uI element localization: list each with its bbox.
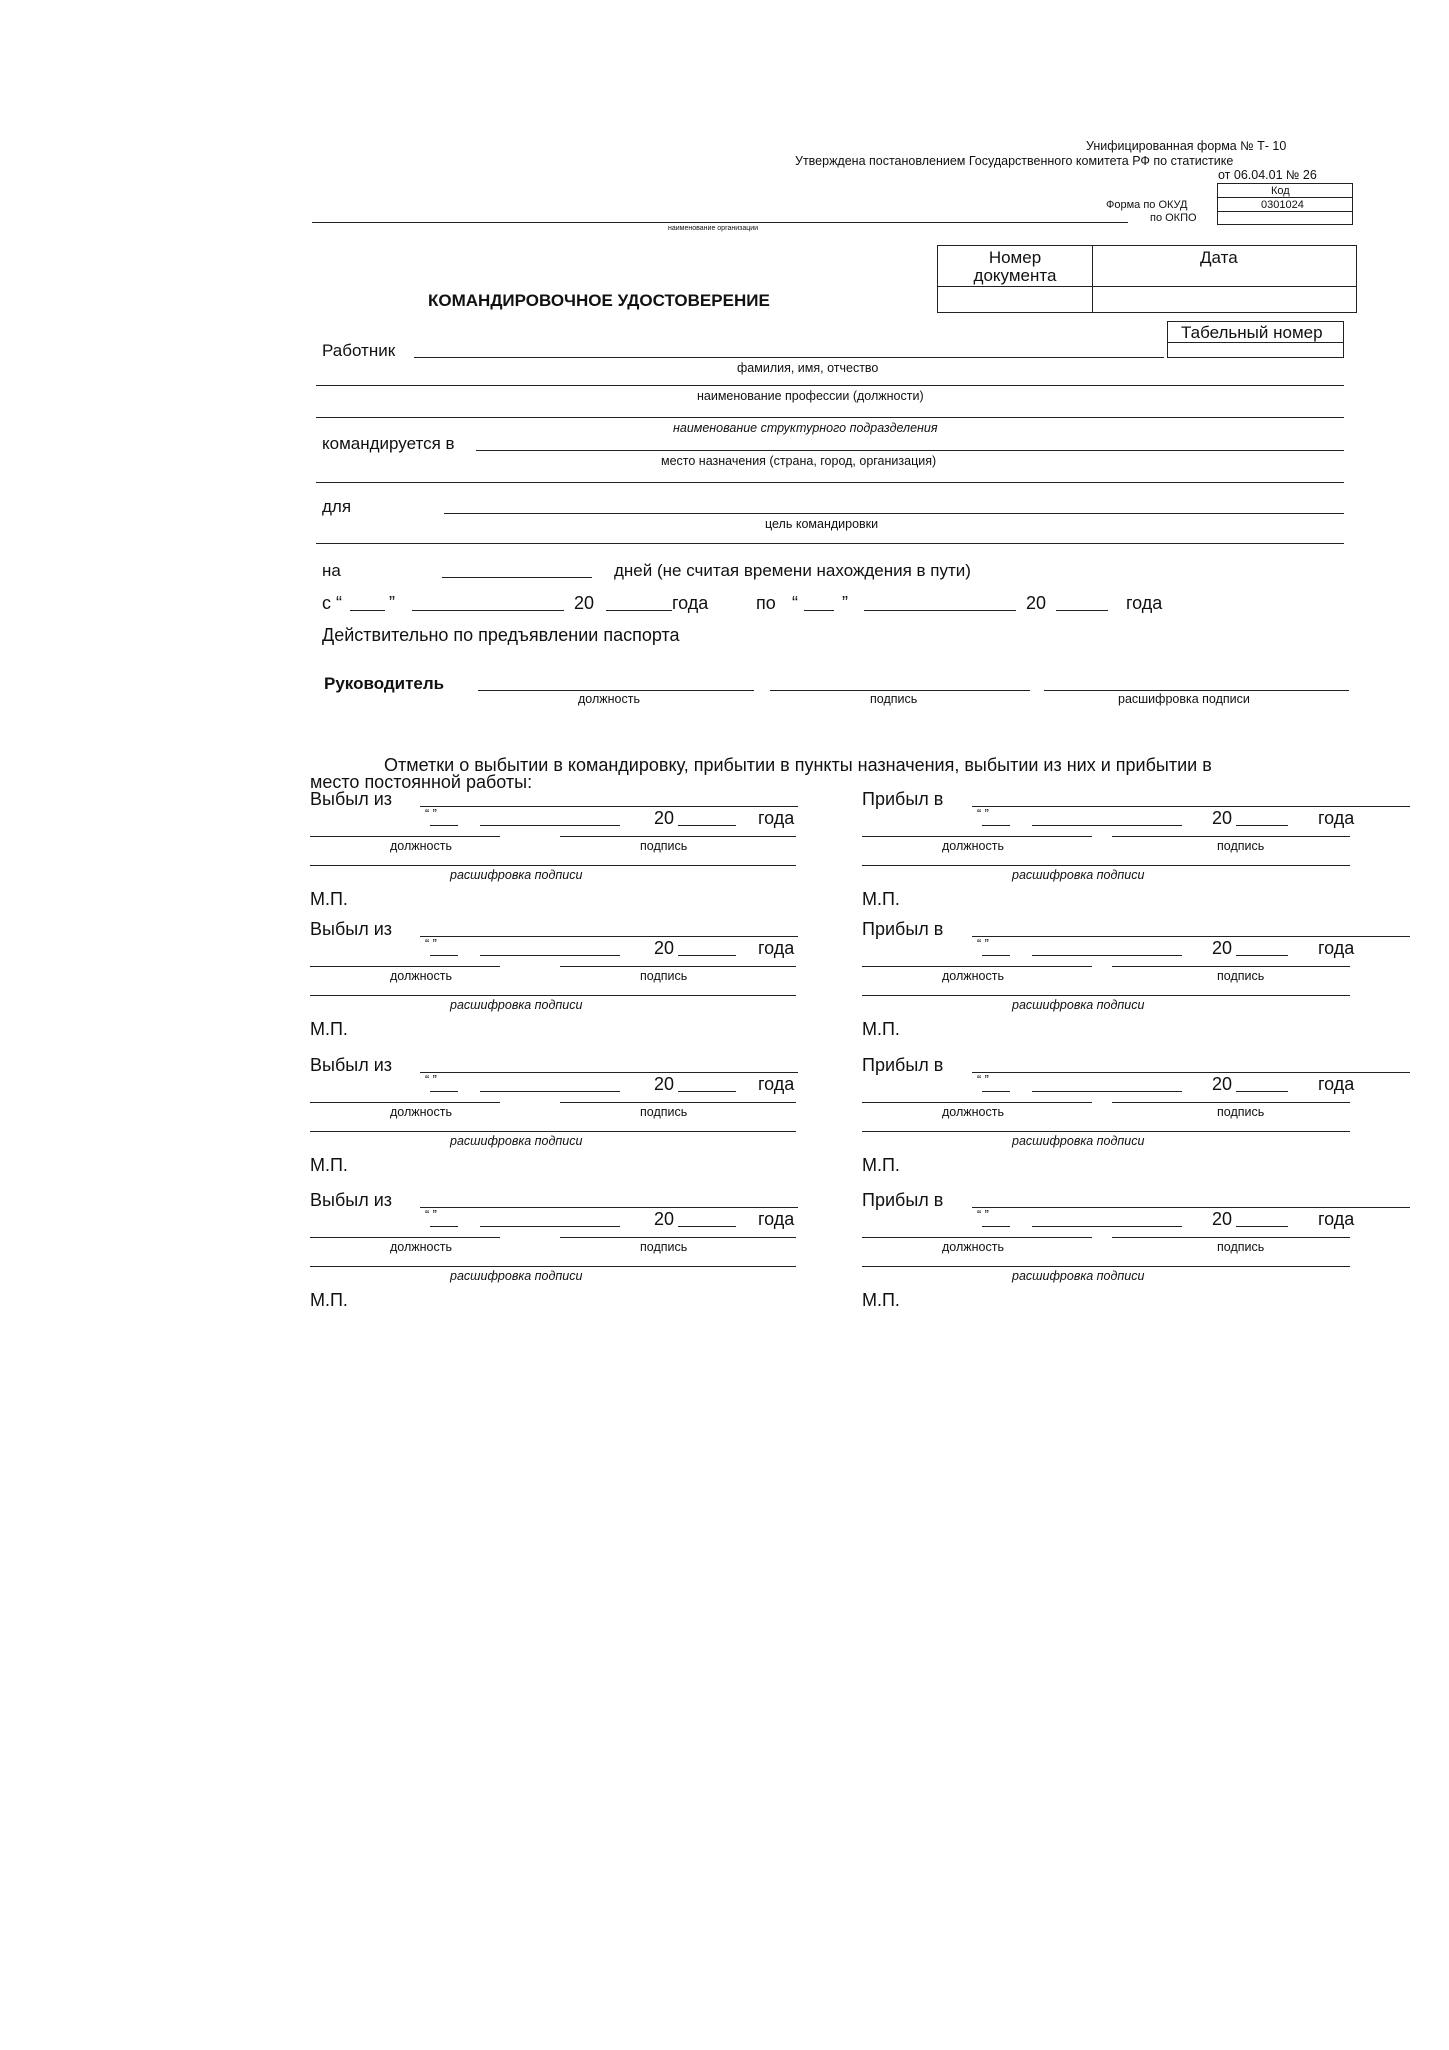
mark-right-3-stamp: М.П.: [862, 1155, 900, 1175]
tab-number-label: Табельный номер: [1181, 323, 1323, 342]
mark-right-2-place-field[interactable]: [972, 936, 1410, 937]
mark-right-4-quotes: “ ”: [977, 1208, 989, 1222]
mark-left-2-label: Выбыл из: [310, 919, 393, 939]
mark-left-3-decoding-field[interactable]: [310, 1131, 796, 1132]
mark-left-3-label: Выбыл из: [310, 1055, 393, 1075]
mark-left-2-position-field[interactable]: [310, 966, 500, 967]
approval-note: Утверждена постановлением Государственного комитета РФ по статистике: [795, 154, 1234, 168]
mark-right-1-signature-caption: подпись: [1217, 839, 1265, 853]
mark-left-2-stamp: М.П.: [310, 1019, 348, 1039]
mark-right-3-year-word: года: [1318, 1074, 1355, 1094]
mark-left-1-decoding-caption: расшифровка подписи: [450, 868, 583, 882]
from-year-word: года: [672, 593, 709, 613]
for-label: для: [322, 497, 352, 516]
mark-left-3-place-field[interactable]: [420, 1072, 798, 1073]
mark-right-1-quotes: “ ”: [977, 807, 989, 821]
mark-right-1-position-caption: должность: [942, 839, 1004, 853]
mark-left-1-label: Выбыл из: [310, 789, 393, 809]
manager-signature-caption: подпись: [870, 692, 918, 706]
mark-left-4-label: Выбыл из: [310, 1190, 393, 1210]
mark-right-3-decoding-caption: расшифровка подписи: [1012, 1134, 1145, 1148]
mark-left-4-month-field[interactable]: [480, 1226, 620, 1227]
okud-label: Форма по ОКУД: [1106, 199, 1188, 211]
unit-caption: наименование структурного подразделения: [673, 421, 938, 435]
mark-left-1-year-field[interactable]: [678, 825, 736, 826]
mark-left-2-decoding-field[interactable]: [310, 995, 796, 996]
purpose-field-2[interactable]: [316, 543, 1344, 544]
worker-label: Работник: [322, 341, 396, 360]
mark-left-2-month-field[interactable]: [480, 955, 620, 956]
mark-right-4-stamp: М.П.: [862, 1290, 900, 1310]
mark-right-2-label: Прибыл в: [862, 919, 944, 939]
mark-right-3-year-prefix: 20: [1212, 1074, 1233, 1094]
mark-right-1-place-field[interactable]: [972, 806, 1410, 807]
mark-left-3-year-word: года: [758, 1074, 795, 1094]
mark-right-4-place-field[interactable]: [972, 1207, 1410, 1208]
doc-table-row-line: [937, 286, 1357, 287]
mark-left-1-stamp: М.П.: [310, 889, 348, 909]
organization-line: [312, 222, 1128, 223]
on-label: на: [322, 561, 341, 580]
code-box-divider-1: [1217, 197, 1353, 198]
mark-right-1-day-field[interactable]: [982, 825, 1010, 826]
mark-right-2-year-prefix: 20: [1212, 938, 1233, 958]
mark-left-4-stamp: М.П.: [310, 1290, 348, 1310]
mark-left-2-year-prefix: 20: [654, 938, 675, 958]
mark-right-2-day-field[interactable]: [982, 955, 1010, 956]
mark-right-4-signature-field[interactable]: [1112, 1237, 1350, 1238]
mark-right-3-decoding-field[interactable]: [862, 1131, 1350, 1132]
mark-left-4-decoding-field[interactable]: [310, 1266, 796, 1267]
unit-field[interactable]: [316, 417, 1344, 418]
manager-position-caption: должность: [578, 692, 640, 706]
marks-heading-line1: Отметки о выбытии в командировку, прибытии в пункты назначения, выбытии из них и прибытии в: [384, 755, 1212, 775]
mark-right-1-decoding-caption: расшифровка подписи: [1012, 868, 1145, 882]
mark-left-1-place-field[interactable]: [420, 806, 798, 807]
mark-right-4-decoding-caption: расшифровка подписи: [1012, 1269, 1145, 1283]
mark-left-1-signature-field[interactable]: [560, 836, 796, 837]
from-month-field[interactable]: [412, 610, 564, 611]
mark-left-3-year-field[interactable]: [678, 1091, 736, 1092]
okpo-label: по ОКПО: [1150, 212, 1197, 224]
from-year-prefix: 20: [574, 593, 595, 613]
purpose-caption: цель командировки: [765, 517, 879, 531]
mark-right-4-year-field[interactable]: [1236, 1226, 1288, 1227]
days-text: дней (не считая времени нахождения в пути): [614, 561, 971, 580]
mark-right-1-stamp: М.П.: [862, 889, 900, 909]
worker-fio-field[interactable]: [414, 357, 1164, 358]
mark-right-3-place-field[interactable]: [972, 1072, 1410, 1073]
mark-left-4-signature-field[interactable]: [560, 1237, 796, 1238]
mark-right-2-stamp: М.П.: [862, 1019, 900, 1039]
marks-heading-line2: место постоянной работы:: [310, 772, 533, 792]
mark-right-3-signature-caption: подпись: [1217, 1105, 1265, 1119]
to-day-field[interactable]: [804, 610, 834, 611]
mark-right-3-label: Прибыл в: [862, 1055, 944, 1075]
manager-signature-field[interactable]: [770, 690, 1030, 691]
destination-field-2[interactable]: [316, 482, 1344, 483]
mark-left-3-decoding-caption: расшифровка подписи: [450, 1134, 583, 1148]
to-quote-close: ”: [842, 593, 848, 613]
code-box-divider-2: [1217, 211, 1353, 212]
approval-date: от 06.04.01 № 26: [1218, 168, 1317, 182]
mark-left-1-signature-caption: подпись: [640, 839, 688, 853]
mark-left-3-month-field[interactable]: [480, 1091, 620, 1092]
mark-right-2-position-caption: должность: [942, 969, 1004, 983]
code-label: Код: [1271, 185, 1290, 197]
manager-label: Руководитель: [324, 674, 445, 693]
mark-right-1-year-prefix: 20: [1212, 808, 1233, 828]
mark-right-2-year-field[interactable]: [1236, 955, 1288, 956]
mark-left-2-position-caption: должность: [390, 969, 452, 983]
mark-right-4-label: Прибыл в: [862, 1190, 944, 1210]
mark-left-3-signature-field[interactable]: [560, 1102, 796, 1103]
manager-decoding-field[interactable]: [1044, 690, 1349, 691]
mark-right-4-decoding-field[interactable]: [862, 1266, 1350, 1267]
mark-right-3-year-field[interactable]: [1236, 1091, 1288, 1092]
mark-left-2-year-word: года: [758, 938, 795, 958]
mark-left-1-year-prefix: 20: [654, 808, 675, 828]
mark-left-4-year-prefix: 20: [654, 1209, 675, 1229]
mark-left-4-position-field[interactable]: [310, 1237, 500, 1238]
mark-left-2-place-field[interactable]: [420, 936, 798, 937]
mark-right-4-year-prefix: 20: [1212, 1209, 1233, 1229]
to-label: по: [756, 593, 776, 613]
mark-right-4-day-field[interactable]: [982, 1226, 1010, 1227]
mark-right-2-decoding-field[interactable]: [862, 995, 1350, 996]
unified-form-note: Унифицированная форма № Т- 10: [1086, 139, 1287, 153]
mark-left-2-day-field[interactable]: [430, 955, 458, 956]
manager-position-field[interactable]: [478, 690, 754, 691]
mark-right-1-month-field[interactable]: [1032, 825, 1182, 826]
tab-number-divider: [1167, 342, 1344, 343]
to-year-field[interactable]: [1056, 610, 1108, 611]
mark-right-1-label: Прибыл в: [862, 789, 944, 809]
mark-left-2-decoding-caption: расшифровка подписи: [450, 998, 583, 1012]
to-year-prefix: 20: [1026, 593, 1047, 613]
mark-right-2-signature-caption: подпись: [1217, 969, 1265, 983]
mark-left-1-month-field[interactable]: [480, 825, 620, 826]
manager-decoding-caption: расшифровка подписи: [1118, 692, 1250, 706]
mark-left-3-stamp: М.П.: [310, 1155, 348, 1175]
mark-left-4-decoding-caption: расшифровка подписи: [450, 1269, 583, 1283]
mark-left-3-year-prefix: 20: [654, 1074, 675, 1094]
mark-right-1-year-word: года: [1318, 808, 1355, 828]
mark-left-1-position-field[interactable]: [310, 836, 500, 837]
days-field[interactable]: [442, 577, 592, 578]
profession-caption: наименование профессии (должности): [697, 389, 924, 403]
destination-caption: место назначения (страна, город, организация): [661, 454, 937, 468]
mark-right-3-month-field[interactable]: [1032, 1091, 1182, 1092]
sent-to-label: командируется в: [322, 434, 455, 453]
mark-right-2-position-field[interactable]: [862, 966, 1092, 967]
passport-note: Действительно по предъявлении паспорта: [322, 625, 680, 645]
profession-field[interactable]: [316, 385, 1344, 386]
to-year-word: года: [1126, 593, 1163, 613]
doc-table-divider: [1092, 245, 1093, 313]
doc-date-label: Дата: [1200, 248, 1238, 267]
mark-right-3-position-field[interactable]: [862, 1102, 1092, 1103]
mark-left-2-signature-caption: подпись: [640, 969, 688, 983]
organization-caption: наименование организации: [668, 225, 759, 232]
mark-right-1-position-field[interactable]: [862, 836, 1092, 837]
mark-left-1-decoding-field[interactable]: [310, 865, 796, 866]
purpose-field[interactable]: [444, 513, 1344, 514]
mark-right-1-signature-field[interactable]: [1112, 836, 1350, 837]
mark-left-4-place-field[interactable]: [420, 1207, 798, 1208]
mark-right-3-day-field[interactable]: [982, 1091, 1010, 1092]
form-title: КОМАНДИРОВОЧНОЕ УДОСТОВЕРЕНИЕ: [428, 291, 770, 310]
mark-right-4-position-caption: должность: [942, 1240, 1004, 1254]
mark-left-3-position-caption: должность: [390, 1105, 452, 1119]
mark-left-2-year-field[interactable]: [678, 955, 736, 956]
mark-right-1-year-field[interactable]: [1236, 825, 1288, 826]
mark-left-4-position-caption: должность: [390, 1240, 452, 1254]
from-quote-close: ”: [389, 593, 395, 613]
from-year-field[interactable]: [606, 610, 672, 611]
from-label: с “: [322, 593, 342, 613]
mark-left-4-signature-caption: подпись: [640, 1240, 688, 1254]
doc-number-label: Номер документа: [973, 248, 1057, 285]
mark-left-4-day-field[interactable]: [430, 1226, 458, 1227]
mark-left-3-day-field[interactable]: [430, 1091, 458, 1092]
destination-field[interactable]: [476, 450, 1344, 451]
mark-right-1-decoding-field[interactable]: [862, 865, 1350, 866]
mark-left-4-year-word: года: [758, 1209, 795, 1229]
mark-left-3-position-field[interactable]: [310, 1102, 500, 1103]
okud-value: 0301024: [1261, 199, 1304, 211]
mark-right-3-signature-field[interactable]: [1112, 1102, 1350, 1103]
mark-right-2-month-field[interactable]: [1032, 955, 1182, 956]
mark-left-2-signature-field[interactable]: [560, 966, 796, 967]
mark-left-4-year-field[interactable]: [678, 1226, 736, 1227]
mark-right-3-position-caption: должность: [942, 1105, 1004, 1119]
mark-right-4-month-field[interactable]: [1032, 1226, 1182, 1227]
fio-caption: фамилия, имя, отчество: [737, 361, 879, 375]
mark-right-2-quotes: “ ”: [977, 937, 989, 951]
mark-right-2-decoding-caption: расшифровка подписи: [1012, 998, 1145, 1012]
to-month-field[interactable]: [864, 610, 1016, 611]
mark-left-2-quotes: “ ”: [425, 937, 437, 951]
mark-right-4-position-field[interactable]: [862, 1237, 1092, 1238]
mark-left-1-day-field[interactable]: [430, 825, 458, 826]
mark-left-1-quotes: “ ”: [425, 807, 437, 821]
mark-right-3-quotes: “ ”: [977, 1073, 989, 1087]
mark-right-4-year-word: года: [1318, 1209, 1355, 1229]
mark-right-4-signature-caption: подпись: [1217, 1240, 1265, 1254]
mark-left-3-quotes: “ ”: [425, 1073, 437, 1087]
mark-right-2-year-word: года: [1318, 938, 1355, 958]
mark-right-2-signature-field[interactable]: [1112, 966, 1350, 967]
mark-left-3-signature-caption: подпись: [640, 1105, 688, 1119]
mark-left-4-quotes: “ ”: [425, 1208, 437, 1222]
mark-left-1-year-word: года: [758, 808, 795, 828]
from-day-field[interactable]: [350, 610, 385, 611]
mark-left-1-position-caption: должность: [390, 839, 452, 853]
to-quote-open: “: [792, 593, 798, 613]
